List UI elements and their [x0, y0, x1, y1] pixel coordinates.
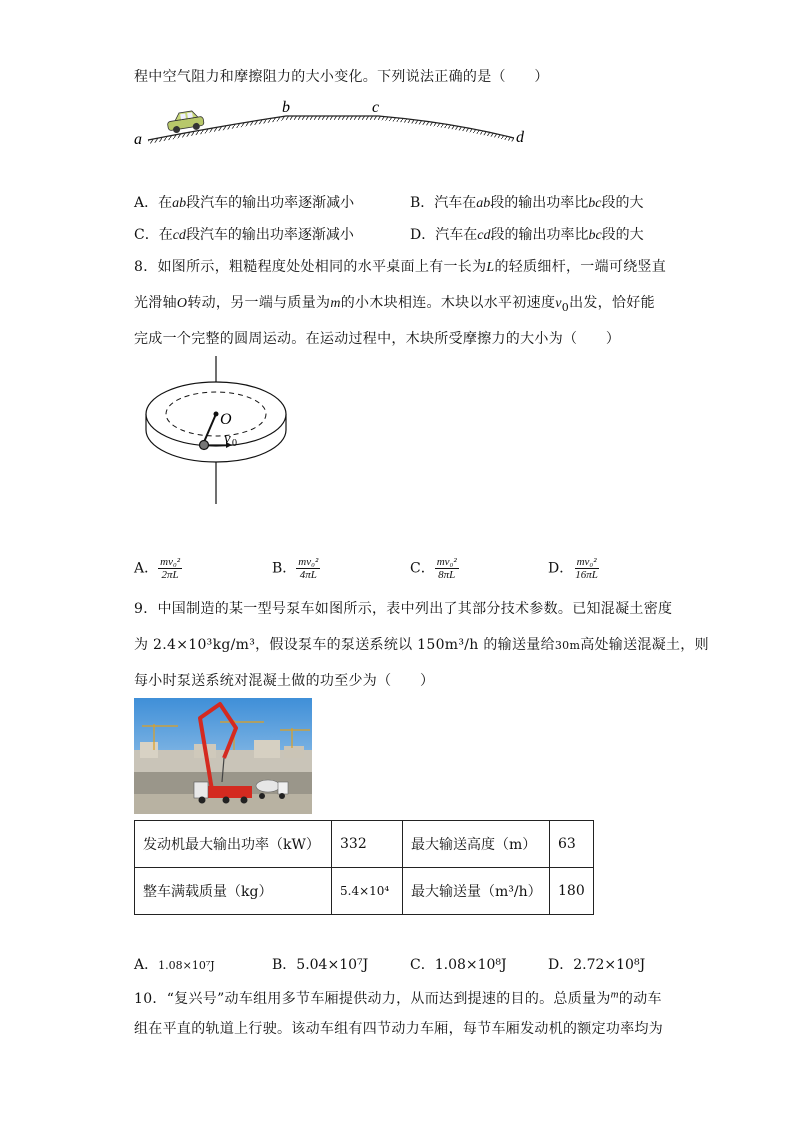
- pump-truck-photo: [134, 698, 312, 814]
- fig-label-v-sub: 0: [232, 438, 237, 449]
- label-a: a: [134, 131, 142, 148]
- q8-option-b[interactable]: B． $\frac{\text{mv₀²}}{4\pi L}$: [272, 556, 319, 582]
- table-cell: 整车满载质量（kg）: [135, 868, 332, 915]
- q10-line1: 10．“复兴号”动车组用多节车厢提供动力，从而达到提速的目的。总质量为$^m$的动车: [134, 988, 662, 1007]
- table-row: [135, 821, 594, 868]
- q8-line2: 光滑轴O转动，另一端与质量为m的小木块相连。木块以水平初速度$v_0$出发，恰好能: [134, 295, 655, 314]
- fig-label-o: O: [220, 411, 232, 428]
- q9-line2: 为 2.4×10³kg/m³，假设泵车的泵送系统以 150m³/h 的输送量给30m高处输送混凝土，则: [134, 637, 709, 653]
- q9-option-b[interactable]: B．5.04×10⁷J: [272, 957, 369, 973]
- table-cell: 发动机最大输出功率（kW）: [135, 821, 332, 868]
- q9-line1: 9．中国制造的某一型号泵车如图所示，表中列出了其部分技术参数。已知混凝土密度: [134, 601, 673, 617]
- q8-option-c[interactable]: C． $\frac{\text{mv₀²}}{8\pi L}$: [410, 556, 457, 582]
- rotating-disk-figure: [138, 352, 298, 508]
- q8-option-a[interactable]: A． $\frac{\text{mv₀²}}{2\pi L}$: [134, 556, 181, 582]
- q8-option-d[interactable]: D． $\frac{\text{mv₀²}}{16\pi L}$: [548, 556, 598, 582]
- table-cell: 332: [332, 821, 403, 868]
- label-b: b: [282, 99, 290, 116]
- q8-line3: 完成一个完整的圆周运动。在运动过程中，木块所受摩擦力的大小为（ ）: [134, 331, 621, 347]
- pivot-o: [214, 412, 219, 417]
- fig-label-v: v: [224, 431, 231, 447]
- q9-option-d[interactable]: D．2.72×10⁸J: [548, 957, 646, 973]
- q9-option-a[interactable]: A．1.08×10⁷J: [134, 957, 215, 973]
- q7-option-c[interactable]: C．在cd段汽车的输出功率逐渐减小: [134, 227, 354, 243]
- q8-line1: 8．如图所示，粗糙程度处处相同的水平桌面上有一长为L的轻质细杆，一端可绕竖直: [134, 259, 667, 275]
- table-cell: 最大输送高度（m）: [403, 821, 550, 868]
- q7-option-d[interactable]: D．汽车在cd段的输出功率比bc段的大: [410, 227, 644, 243]
- q9-line3: 每小时泵送系统对混凝土做的功至少为（ ）: [134, 673, 435, 689]
- q7-stem-tail: 程中空气阻力和摩擦阻力的大小变化。下列说法正确的是（ ）: [134, 69, 549, 85]
- table-cell: 5.4×10⁴: [332, 868, 403, 915]
- wood-block: [200, 441, 209, 450]
- q7-option-b[interactable]: B．汽车在ab段的输出功率比bc段的大: [410, 195, 644, 211]
- q10-line2: 组在平直的轨道上行驶。该动车组有四节动力车厢，每节车厢发动机的额定功率均为: [134, 1021, 664, 1037]
- q7-option-a[interactable]: A．在ab段汽车的输出功率逐渐减小: [134, 195, 355, 211]
- table-cell: 180: [550, 868, 594, 915]
- table-cell: 63: [550, 821, 594, 868]
- q9-option-c[interactable]: C．1.08×10⁸J: [410, 957, 507, 973]
- table-cell: 最大输送量（m³/h）: [403, 868, 550, 915]
- label-d: d: [516, 129, 524, 146]
- spec-table: [134, 820, 594, 915]
- label-c: c: [372, 99, 380, 116]
- table-row: [135, 868, 594, 915]
- road-slope-figure: [130, 96, 540, 152]
